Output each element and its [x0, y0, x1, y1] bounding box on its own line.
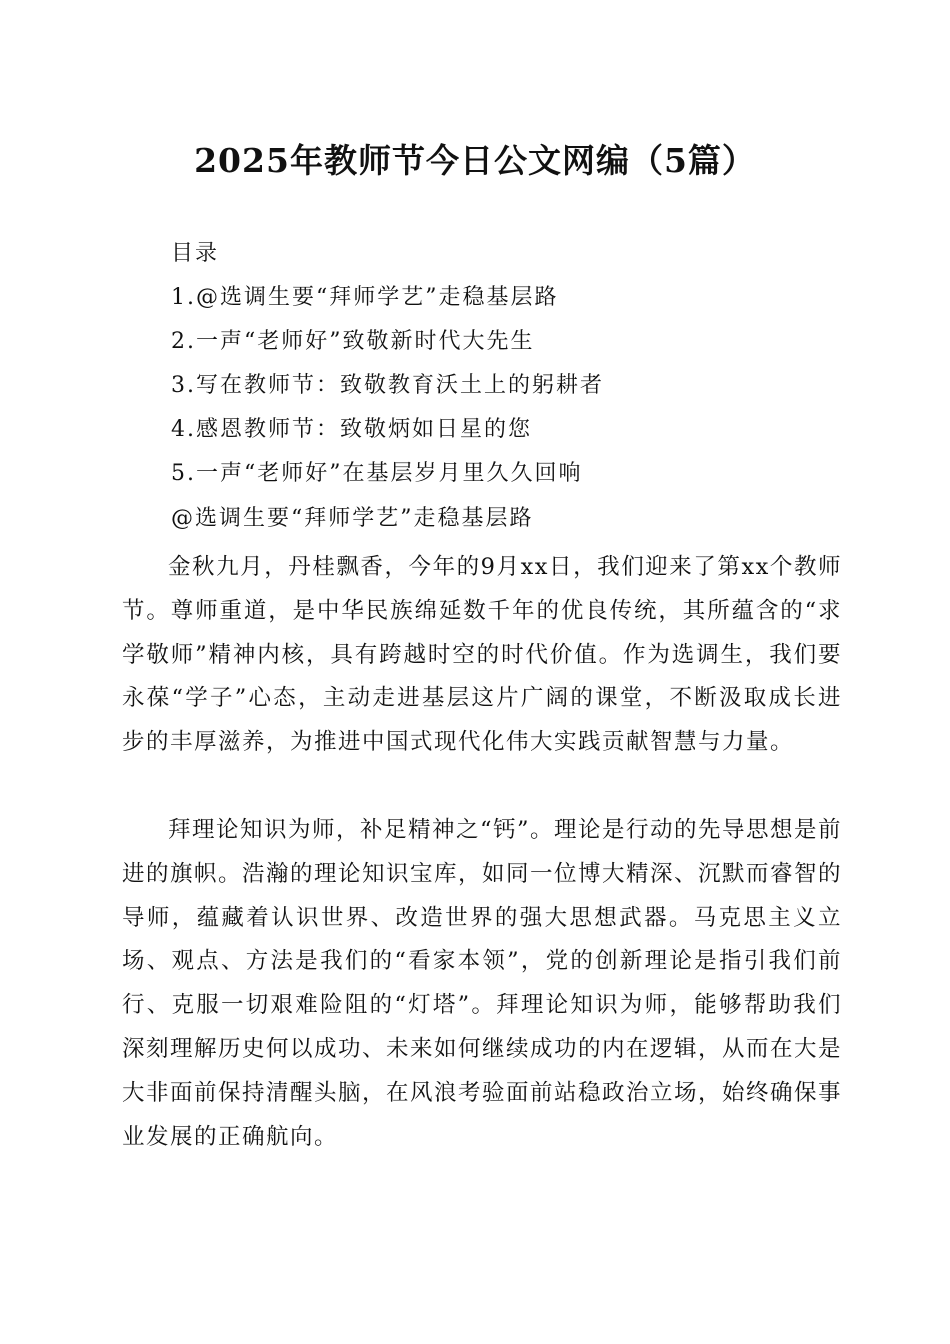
toc-item-5: 5.一声“老师好”在基层岁月里久久回响: [171, 461, 583, 486]
toc-item-2: 2.一声“老师好”致敬新时代大先生: [171, 329, 535, 354]
document-title: 2025年教师节今日公文网编（5篇）: [194, 141, 756, 180]
paragraph-1: 金秋九月，丹桂飘香，今年的9月xx日，我们迎来了第xx个教师节。尊师重道，是中华民族绵延数千年的优良传统，其所蕴含的“求学敬师”精神内核，具有跨越时空的时代价值。作为选调生，我们要永葆“学子”心态，主动走进基层这片广阔的课堂，不断汲取成长进步的丰厚滋养，为推进中国式现代化伟大实践贡献智慧与力量。: [122, 554, 842, 756]
toc-item-1: 1.@选调生要“拜师学艺”走稳基层路: [171, 285, 559, 310]
toc-item-3: 3.写在教师节：致敬教育沃土上的躬耕者: [171, 373, 604, 398]
paragraph-2: 拜理论知识为师，补足精神之“钙”。理论是行动的先导思想是前进的旗帜。浩瀚的理论知识宝库，如同一位博大精深、沉默而睿智的导师，蕴藏着认识世界、改造世界的强大思想武器。马克思主义立场、观点、方法是我们的“看家本领”，党的创新理论是指引我们前行、克服一切艰难险阻的“灯塔”。拜理论知识为师，能够帮助我们深刻理解历史何以成功、未来如何继续成功的内在逻辑，从而在大是大非面前保持清醒头脑，在风浪考验面前站稳政治立场，始终确保事业发展的正确航向。: [122, 817, 843, 1150]
toc-heading: 目录: [171, 241, 220, 266]
toc-item-4: 4.感恩教师节：致敬炳如日星的您: [171, 417, 532, 442]
section-title: @选调生要“拜师学艺”走稳基层路: [171, 506, 534, 531]
